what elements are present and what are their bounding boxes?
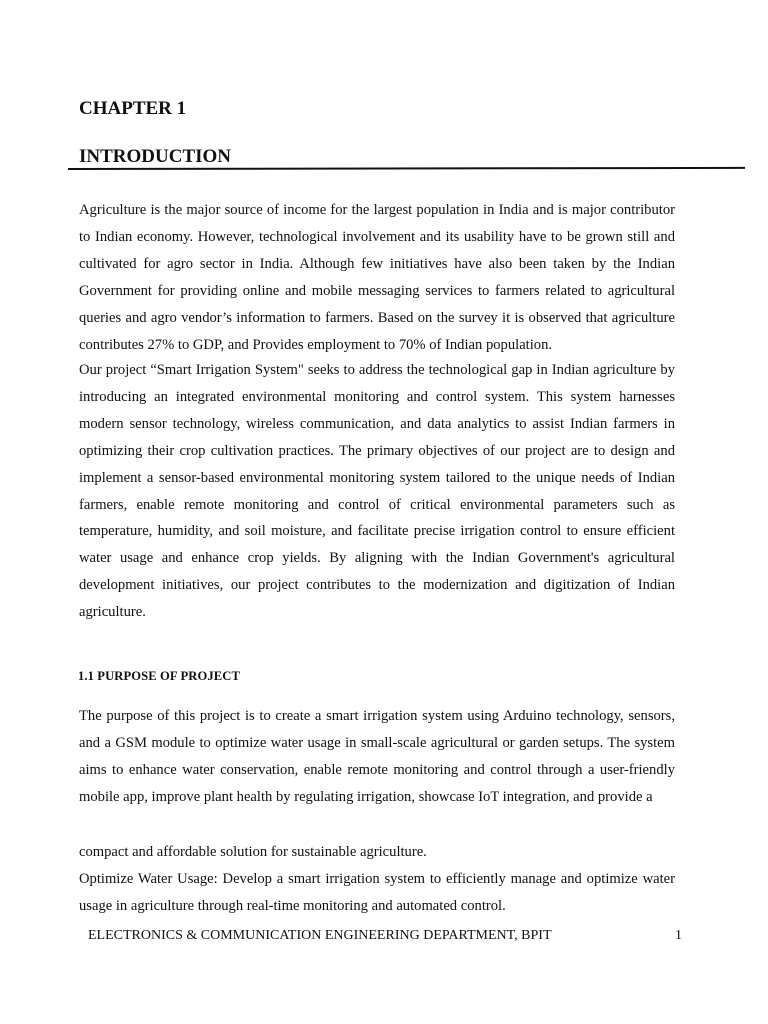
- section-heading: 1.1 PURPOSE OF PROJECT: [78, 669, 240, 683]
- page-footer: [88, 928, 682, 944]
- title-underline: [68, 167, 745, 170]
- purpose-paragraph-1: The purpose of this project is to create a smart irrigation system using Arduino technology, sensors, and a GSM module to optimize water usage in small-scale agricultural or garden setups. The system aims to enhance water conservation, enable remote monitoring and control through a user-friendly mobile app, improve plant health by regulating irrigation, showcase IoT integration, and provide a: [79, 708, 675, 805]
- chapter-title: INTRODUCTION: [79, 146, 232, 167]
- chapter-label: CHAPTER 1: [79, 98, 187, 119]
- purpose-paragraph-2: compact and affordable solution for sustainable agriculture.: [79, 844, 427, 860]
- footer-department: ELECTRONICS & COMMUNICATION ENGINEERING DEPARTMENT, BPIT: [88, 928, 552, 943]
- intro-paragraph-1: Agriculture is the major source of income for the largest population in India and is major contributor to Indian economy. However, technological involvement and its usability have to be grown still and cultivated for agro sector in India. Although few initiatives have also been taken by the Indian Government for providing online and mobile messaging services to farmers related to agricultural queries and agro vendor’s information to farmers. Based on the survey it is observed that agriculture contributes 27% to GDP, and Provides employment to 70% of Indian population.: [79, 202, 675, 353]
- purpose-paragraph-3: Optimize Water Usage: Develop a smart irrigation system to efficiently manage and optimize water usage in agriculture through real-time monitoring and automated control.: [79, 871, 675, 914]
- intro-paragraph-2: Our project “Smart Irrigation System" seeks to address the technological gap in Indian agriculture by introducing an integrated environmental monitoring and control system. This system harnesses modern sensor technology, wireless communication, and data analytics to assist Indian farmers in optimizing their crop cultivation practices. The primary objectives of our project are to design and implement a sensor-based environmental monitoring system tailored to the unique needs of Indian farmers, enable remote monitoring and control of critical environmental parameters such as temperature, humidity, and soil moisture, and facilitate precise irrigation control to ensure efficient water usage and enhance crop yields. By aligning with the Indian Government's agricultural development initiatives, our project contributes to the modernization and digitization of Indian agriculture.: [79, 362, 675, 621]
- footer-page-number: 1: [675, 928, 682, 943]
